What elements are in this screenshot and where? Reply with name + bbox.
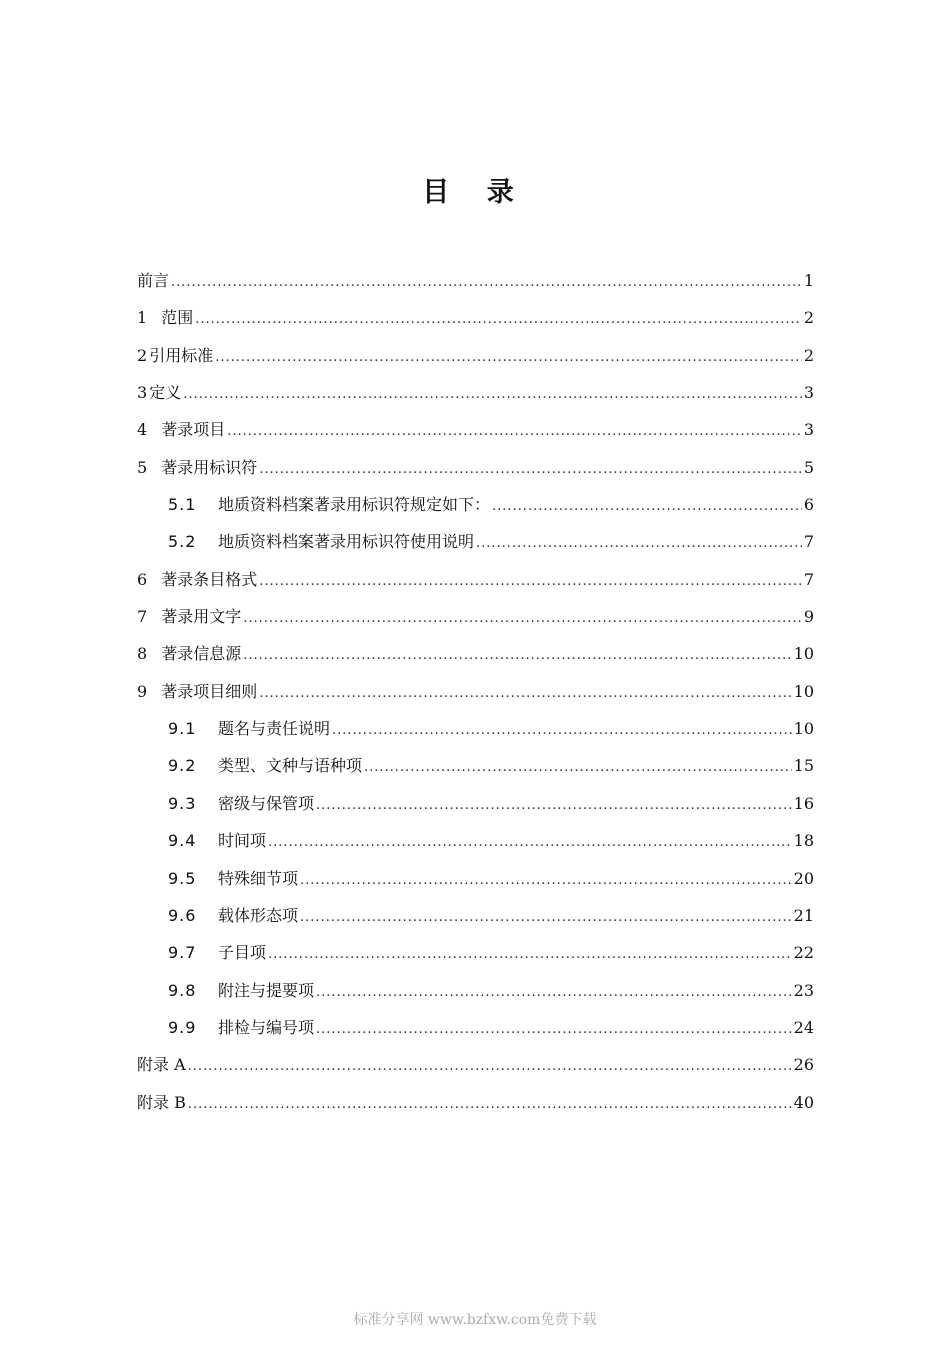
toc-entry-title: 排检与编号项 xyxy=(218,1017,315,1037)
toc-entry-page: 5 xyxy=(803,457,814,477)
toc-entry-page: 3 xyxy=(803,420,814,440)
toc-entry-page: 3 xyxy=(803,383,814,403)
toc-entry[interactable] xyxy=(137,567,814,604)
dot-leader xyxy=(188,1097,792,1112)
toc-entry-title: 类型、文种与语种项 xyxy=(218,756,363,776)
dot-leader xyxy=(316,985,792,1000)
toc-entry-number: 7 xyxy=(137,607,148,627)
toc-entry-number: 4 xyxy=(137,420,148,440)
toc-entry-number: 9.1 xyxy=(168,719,197,739)
dot-leader xyxy=(268,947,792,962)
toc-entry[interactable] xyxy=(137,417,814,454)
toc-entry-number: 6 xyxy=(137,569,148,589)
dot-leader xyxy=(332,723,792,738)
toc-entry-page: 10 xyxy=(793,719,814,739)
toc-entry[interactable] xyxy=(137,716,814,753)
toc-entry[interactable] xyxy=(137,305,814,342)
toc-entry-number: 9.5 xyxy=(168,868,197,888)
dot-leader xyxy=(259,462,802,477)
toc-entry-title: 题名与责任说明 xyxy=(218,719,331,739)
toc-entry-page: 2 xyxy=(803,345,814,365)
toc-entry[interactable] xyxy=(137,492,814,529)
dot-leader xyxy=(183,387,802,402)
toc-entry-page: 22 xyxy=(793,943,814,963)
toc-entry-number: 5.2 xyxy=(168,532,197,552)
dot-leader xyxy=(243,648,791,663)
toc-entry-title: 特殊细节项 xyxy=(218,868,299,888)
toc-entry-title: 著录用文字 xyxy=(161,607,242,627)
toc-entry-page: 7 xyxy=(803,532,814,552)
toc-entry[interactable] xyxy=(137,529,814,566)
toc-entry-title: 著录信息源 xyxy=(161,644,242,664)
dot-leader xyxy=(243,611,802,626)
toc-entry-title: 著录条目格式 xyxy=(161,569,258,589)
toc-entry-title: 时间项 xyxy=(218,831,267,851)
toc-entry[interactable] xyxy=(137,828,814,865)
toc-entry-page: 2 xyxy=(803,308,814,328)
toc-entry-number: 9.8 xyxy=(168,980,197,1000)
toc-entry-title: 著录用标识符 xyxy=(161,457,258,477)
toc-entry-title: 附录 A xyxy=(137,1055,186,1075)
toc-entry[interactable] xyxy=(137,380,814,417)
toc-entry[interactable] xyxy=(137,455,814,492)
toc-entry-number: 5.1 xyxy=(168,495,197,515)
toc-entry-title: 范围 xyxy=(161,308,194,328)
toc-entry[interactable] xyxy=(137,1052,814,1089)
toc-entry-title: 附录 B xyxy=(137,1092,186,1112)
toc-entry-page: 26 xyxy=(793,1055,814,1075)
toc-entry-number: 9.6 xyxy=(168,905,197,925)
toc-entry-page: 21 xyxy=(793,905,814,925)
toc-entry[interactable] xyxy=(137,753,814,790)
toc-entry-number: 8 xyxy=(137,644,148,664)
dot-leader xyxy=(364,760,792,775)
dot-leader xyxy=(259,686,791,701)
table-of-contents xyxy=(137,268,814,1127)
page-title: 目 录 xyxy=(422,177,528,208)
toc-entry-title: 附注与提要项 xyxy=(218,980,315,1000)
toc-entry-page: 9 xyxy=(803,607,814,627)
dot-leader xyxy=(300,873,792,888)
toc-entry[interactable] xyxy=(137,268,814,305)
toc-entry-page: 16 xyxy=(793,793,814,813)
dot-leader xyxy=(195,312,802,327)
dot-leader xyxy=(188,1059,792,1074)
toc-entry-title: 载体形态项 xyxy=(218,905,299,925)
toc-entry-title: 子目项 xyxy=(218,943,267,963)
toc-entry-title: 引用标准 xyxy=(149,345,214,365)
dot-leader xyxy=(492,499,802,514)
toc-entry[interactable] xyxy=(137,791,814,828)
dot-leader xyxy=(259,574,802,589)
toc-entry-number: 2 xyxy=(137,345,148,365)
toc-entry-title: 密级与保管项 xyxy=(218,793,315,813)
toc-entry-page: 1 xyxy=(803,271,814,290)
toc-entry[interactable] xyxy=(137,641,814,678)
toc-entry-title: 地质资料档案著录用标识符使用说明 xyxy=(218,532,475,552)
toc-entry[interactable] xyxy=(137,978,814,1015)
dot-leader xyxy=(171,275,802,290)
dot-leader xyxy=(300,910,792,925)
toc-entry[interactable] xyxy=(137,679,814,716)
toc-entry-number: 1 xyxy=(137,308,148,328)
toc-entry-number: 5 xyxy=(137,457,148,477)
toc-entry-number: 9.7 xyxy=(168,943,197,963)
toc-entry-page: 6 xyxy=(803,495,814,515)
toc-entry-number: 9.3 xyxy=(168,793,197,813)
toc-entry[interactable] xyxy=(137,343,814,380)
watermark-footer: 标准分享网 www.bzfxw.com免费下载 xyxy=(353,1312,597,1328)
dot-leader xyxy=(476,536,802,551)
toc-entry[interactable] xyxy=(137,1015,814,1052)
toc-entry-page: 18 xyxy=(793,831,814,851)
toc-entry[interactable] xyxy=(137,866,814,903)
dot-leader xyxy=(316,1022,792,1037)
dot-leader xyxy=(268,835,792,850)
toc-entry-page: 10 xyxy=(793,681,814,701)
toc-entry[interactable] xyxy=(137,940,814,977)
toc-entry[interactable] xyxy=(137,903,814,940)
toc-entry-page: 15 xyxy=(793,756,814,776)
toc-entry-number: 9.2 xyxy=(168,756,197,776)
toc-entry-number: 9 xyxy=(137,681,148,701)
toc-entry-page: 10 xyxy=(793,644,814,664)
toc-entry-page: 40 xyxy=(793,1092,814,1112)
toc-entry-page: 23 xyxy=(793,980,814,1000)
dot-leader xyxy=(227,424,802,439)
dot-leader xyxy=(215,350,802,365)
toc-entry-title: 地质资料档案著录用标识符规定如下： xyxy=(218,495,491,515)
toc-entry-number: 3 xyxy=(137,383,148,403)
toc-entry-page: 7 xyxy=(803,569,814,589)
toc-entry[interactable] xyxy=(137,1090,814,1127)
dot-leader xyxy=(316,798,792,813)
toc-entry-title: 前言 xyxy=(137,271,170,290)
toc-entry-page: 20 xyxy=(793,868,814,888)
toc-entry-number: 9.9 xyxy=(168,1017,197,1037)
toc-entry-title: 著录项目 xyxy=(161,420,226,440)
toc-entry[interactable] xyxy=(137,604,814,641)
toc-entry-page: 24 xyxy=(793,1017,814,1037)
toc-entry-title: 定义 xyxy=(149,383,182,403)
toc-entry-number: 9.4 xyxy=(168,831,197,851)
toc-entry-title: 著录项目细则 xyxy=(161,681,258,701)
